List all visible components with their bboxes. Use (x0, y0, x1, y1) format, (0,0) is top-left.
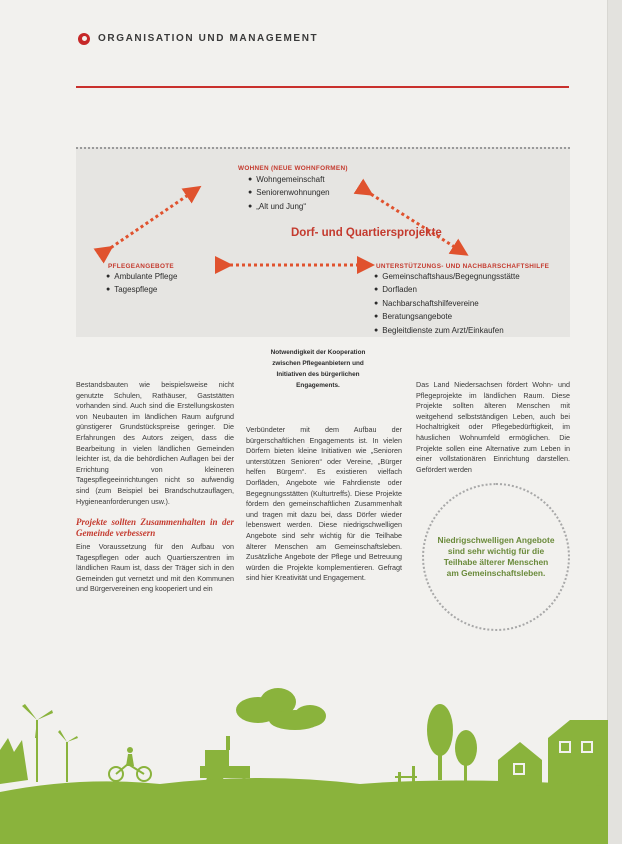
list-item: ● Seniorenwohnungen (248, 187, 330, 200)
section-label: ORGANISATION UND MANAGEMENT (98, 33, 319, 44)
list-item: ● Beratungsangebote (374, 311, 520, 324)
list-item: ● Dorfladen (374, 284, 520, 297)
list-item: ● Nachbarschaftshilfevereine (374, 298, 520, 311)
list-item: ● Gemeinschaftshaus/Begegnungsstätte (374, 271, 520, 284)
list-item: ● „Alt und Jung“ (248, 201, 330, 214)
list-item: ● Begleitdienste zum Arzt/Einkaufen (374, 325, 520, 338)
right-node-list (374, 271, 520, 338)
pull-quote-text: Niedrigschwelligen Angebote sind sehr wichtig für die Teilhabe älterer Menschen am Gemeinschaftsleben. (437, 535, 555, 578)
top-node-title: WOHNEN (NEUE WOHNFORMEN) (238, 165, 348, 172)
article-column-2 (246, 425, 402, 584)
diagram-center-title: Dorf- und Quartiersprojekte (291, 227, 442, 239)
diagram-caption: Notwendigkeit der Kooperation zwischen Pflegeanbietern und Initiativen des bürgerlichen Engagements. (270, 349, 366, 389)
list-item: ● Wohngemeinschaft (248, 174, 330, 187)
list-item: ● Tagespflege (106, 284, 177, 297)
article-column-3 (416, 380, 570, 475)
left-node-list (106, 271, 177, 298)
top-node-list (248, 174, 330, 214)
article-subheading: Projekte sollten Zusammenhalten in der Gemeinde verbessern (76, 517, 234, 538)
list-item: ● Ambulante Pflege (106, 271, 177, 284)
header-rule (76, 86, 569, 88)
article-column-1 (76, 380, 234, 595)
paragraph: Das Land Niedersachsen fördert Wohn- und Pflegeprojekte im ländlichen Raum. Diese Projekte sollten älteren Menschen mit weitgehend selbstständigen Leben, auch bei Hochaltrigkeit oder Pflegebedürftigkeit, im häuslichen Wohnumfeld ermöglichen. Die Projekte sollen eine Alternative zum Leben in einer vollstationären Einrichtung darstellen. Gefördert werden (416, 380, 570, 474)
page-edge (607, 0, 622, 844)
paragraph: Eine Voraussetzung für den Aufbau von Tagespflegen oder auch Quartierszentren im ländlichen Raum ist, dass der Träger sich in den Gemeinden gut vernetzt und mit den Kommunen und Bürgervereinen eng kooperiert und ein (76, 541, 234, 594)
paragraph: Bestandsbauten wie beispielsweise nicht genutzte Schulen, Rathäuser, Gaststätten vorhanden sind. Auch sind die Erstellungskosten von Neubauten im ländlichen Raum aufgrund günstigerer Grundstückspreise geringer. Die Erfahrungen des Autors zeigen, dass die Bearbeitung in vielen ländlichen Gemeinden leichter ist, da die behördlichen Auflagen bei der Errichtung von kleineren Tagespflegeeinrichtungen nicht so aufwendig sind (zum Beispiel bei Brandschutzauflagen, Hygieneanforderungen usw.). (76, 380, 234, 506)
section-bullet-icon (78, 33, 90, 45)
right-node-title: UNTERSTÜTZUNGS- UND NACHBARSCHAFTSHILFE (376, 263, 550, 270)
diagram (76, 147, 570, 337)
paragraph: Verbündeter mit dem Aufbau der bürgerschaftlichen Engagements ist. In vielen Dörfern bieten kleine Initiativen wie „Senioren unterstützen Senioren“ oder Vereine, „Bürger helfen Bürgern“. Es existieren vielfach Dorfläden, Angebote wie Fahrdienste oder Begegnungsstätten (Kulturtreffs). Diese Projekte fördern den gemeinschaftlichen Zusammenhalt und tragen mit dazu bei, dass Dörfer wieder lebenswert werden. Diese niedrigschwelligen Angebote sind sehr wichtig für die Teilhabe älterer Menschen am Gemeinschaftsleben. Zusätzliche Angebote der Pflege und Betreuung würden die Projekte komplementieren. Gefragt sind hier Kreativität und Engagement. (246, 425, 402, 583)
left-node-title: PFLEGEANGEBOTE (108, 263, 174, 270)
pull-quote (422, 483, 570, 631)
village-landscape-illustration (0, 680, 608, 844)
